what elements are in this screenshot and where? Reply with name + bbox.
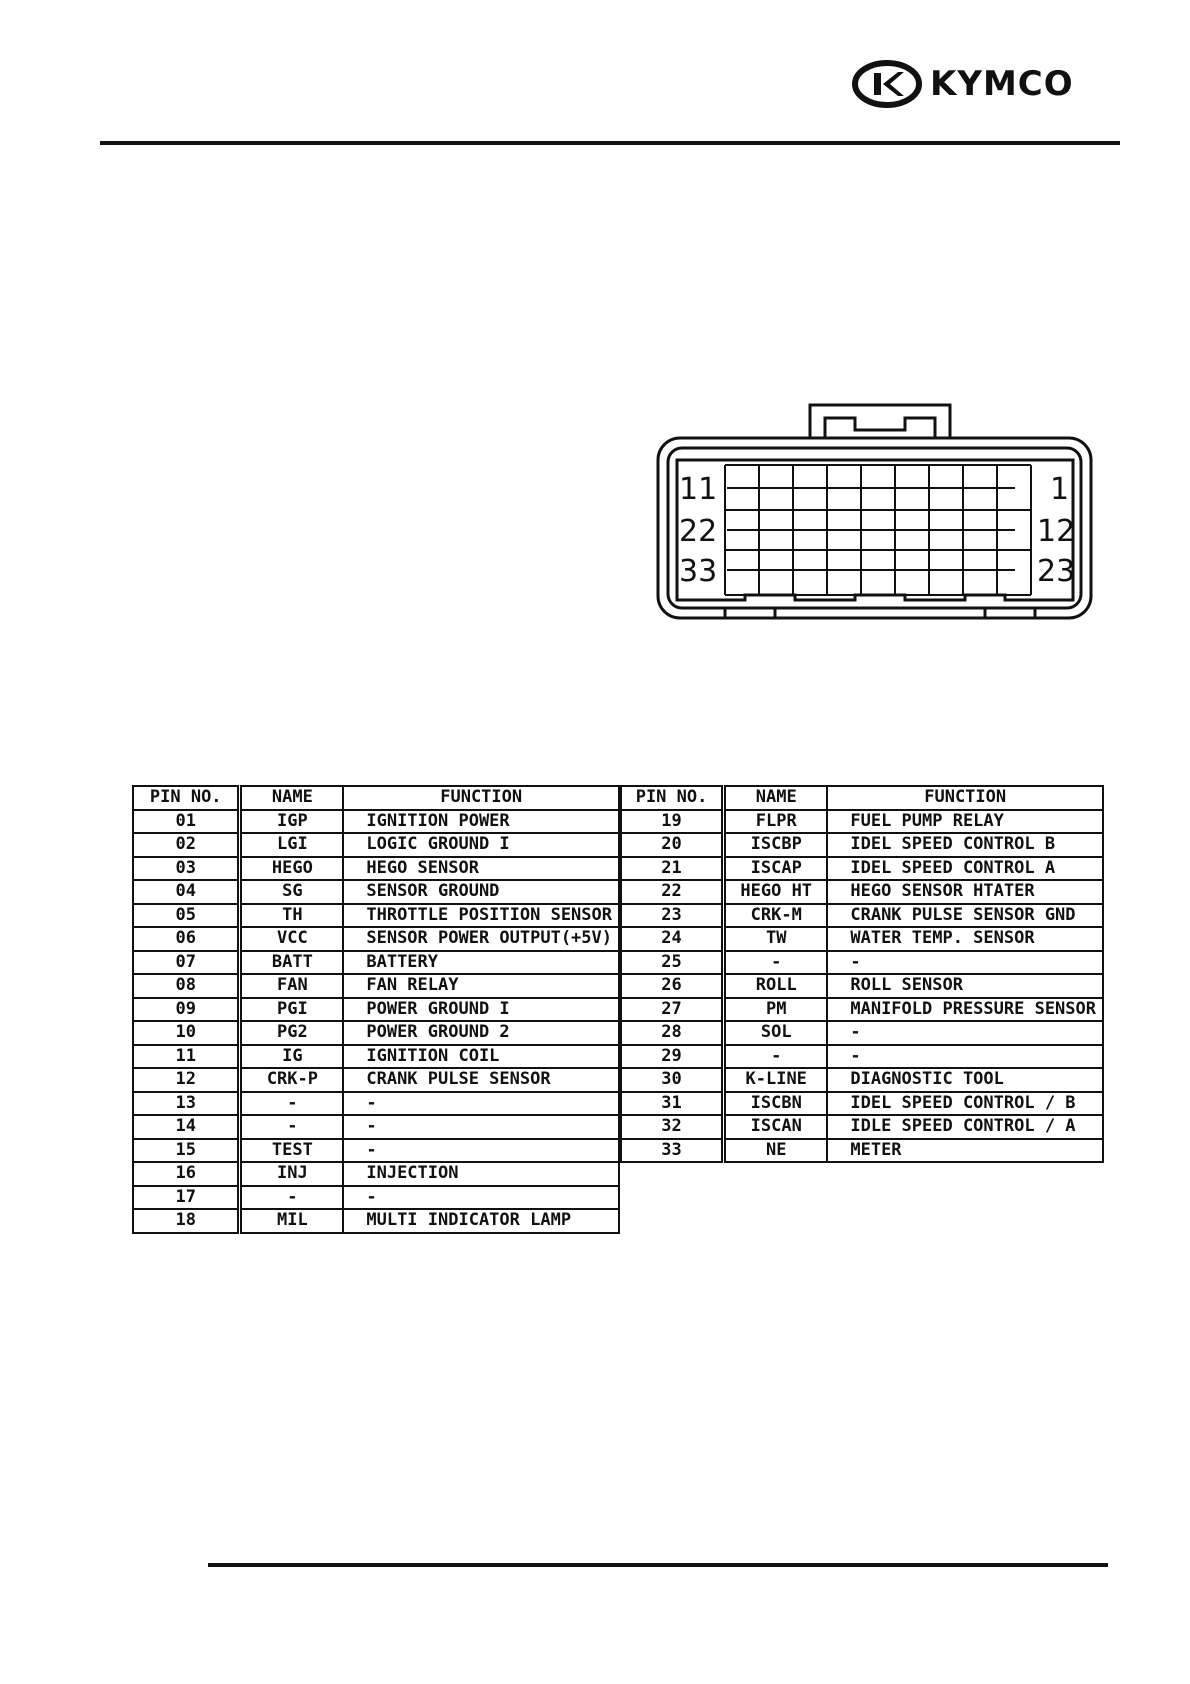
table-row (621, 833, 1103, 857)
function-cell: SENSOR POWER OUTPUT(+5V) (343, 927, 619, 951)
table-row (133, 1021, 619, 1045)
header-rule (100, 141, 1120, 145)
table-header-row (621, 786, 1103, 810)
header-pin-no: PIN NO. (621, 786, 724, 810)
table-row (133, 1139, 619, 1163)
name-cell: - (240, 1186, 343, 1210)
pin-cell: 12 (133, 1068, 240, 1092)
function-cell: IDEL SPEED CONTROL A (827, 857, 1103, 881)
function-cell: MANIFOLD PRESSURE SENSOR (827, 998, 1103, 1022)
function-cell: CRANK PULSE SENSOR (343, 1068, 619, 1092)
pin-cell: 15 (133, 1139, 240, 1163)
name-cell: - (724, 951, 828, 975)
name-cell: TEST (240, 1139, 343, 1163)
footer-rule (208, 1563, 1108, 1567)
name-cell: FAN (240, 974, 343, 998)
pin-cell: 22 (621, 880, 724, 904)
pin-cell: 10 (133, 1021, 240, 1045)
function-cell: IDLE SPEED CONTROL / A (827, 1115, 1103, 1139)
header-pin-no: PIN NO. (133, 786, 240, 810)
table-row (133, 1045, 619, 1069)
pin-cell: 14 (133, 1115, 240, 1139)
connector-label-23: 23 (1037, 554, 1076, 589)
table-row (133, 880, 619, 904)
table-row (133, 1186, 619, 1210)
function-cell: - (827, 1045, 1103, 1069)
table-row (621, 974, 1103, 998)
pin-cell: 20 (621, 833, 724, 857)
table-row (133, 904, 619, 928)
function-cell: DIAGNOSTIC TOOL (827, 1068, 1103, 1092)
function-cell: HEGO SENSOR (343, 857, 619, 881)
pin-cell: 19 (621, 810, 724, 834)
function-cell: CRANK PULSE SENSOR GND (827, 904, 1103, 928)
table-row (133, 833, 619, 857)
table-row (621, 904, 1103, 928)
brand-name: KYMCO (930, 64, 1074, 104)
table-row (133, 998, 619, 1022)
connector-label-22: 22 (679, 514, 718, 549)
function-cell: WATER TEMP. SENSOR (827, 927, 1103, 951)
table-row (621, 1139, 1103, 1163)
pin-table-left (132, 785, 620, 1234)
table-row (621, 927, 1103, 951)
pin-cell: 16 (133, 1162, 240, 1186)
function-cell: INJECTION (343, 1162, 619, 1186)
pin-cell: 01 (133, 810, 240, 834)
pin-cell: 18 (133, 1209, 240, 1233)
function-cell: IDEL SPEED CONTROL / B (827, 1092, 1103, 1116)
table-row (133, 1162, 619, 1186)
function-cell: - (343, 1186, 619, 1210)
function-cell: METER (827, 1139, 1103, 1163)
pin-cell: 32 (621, 1115, 724, 1139)
pin-cell: 23 (621, 904, 724, 928)
table-row (133, 810, 619, 834)
name-cell: ISCBP (724, 833, 828, 857)
name-cell: ISCAN (724, 1115, 828, 1139)
table-row (133, 927, 619, 951)
function-cell: MULTI INDICATOR LAMP (343, 1209, 619, 1233)
function-cell: THROTTLE POSITION SENSOR (343, 904, 619, 928)
name-cell: CRK-P (240, 1068, 343, 1092)
header-function: FUNCTION (827, 786, 1103, 810)
function-cell: LOGIC GROUND I (343, 833, 619, 857)
connector-label-12: 12 (1037, 514, 1076, 549)
connector-label-1: 1 (1050, 472, 1070, 507)
pin-cell: 25 (621, 951, 724, 975)
pin-cell: 26 (621, 974, 724, 998)
pin-cell: 03 (133, 857, 240, 881)
pin-table-right (620, 785, 1104, 1163)
name-cell: PG2 (240, 1021, 343, 1045)
table-row (133, 974, 619, 998)
name-cell: ISCBN (724, 1092, 828, 1116)
name-cell: ISCAP (724, 857, 828, 881)
header-name: NAME (724, 786, 828, 810)
pin-cell: 06 (133, 927, 240, 951)
function-cell: IDEL SPEED CONTROL B (827, 833, 1103, 857)
function-cell: HEGO SENSOR HTATER (827, 880, 1103, 904)
connector-label-33: 33 (679, 554, 718, 589)
brand-logo (852, 60, 1074, 108)
name-cell: IGP (240, 810, 343, 834)
function-cell: - (343, 1139, 619, 1163)
function-cell: IGNITION COIL (343, 1045, 619, 1069)
table-row (621, 1021, 1103, 1045)
name-cell: CRK-M (724, 904, 828, 928)
function-cell: - (827, 1021, 1103, 1045)
name-cell: SG (240, 880, 343, 904)
pin-cell: 04 (133, 880, 240, 904)
function-cell: ROLL SENSOR (827, 974, 1103, 998)
table-row (621, 1092, 1103, 1116)
name-cell: HEGO HT (724, 880, 828, 904)
header-name: NAME (240, 786, 343, 810)
name-cell: - (240, 1092, 343, 1116)
pin-cell: 05 (133, 904, 240, 928)
pin-cell: 13 (133, 1092, 240, 1116)
name-cell: TW (724, 927, 828, 951)
connector-label-11: 11 (679, 472, 718, 507)
name-cell: SOL (724, 1021, 828, 1045)
name-cell: VCC (240, 927, 343, 951)
name-cell: PM (724, 998, 828, 1022)
name-cell: NE (724, 1139, 828, 1163)
name-cell: K-LINE (724, 1068, 828, 1092)
name-cell: FLPR (724, 810, 828, 834)
name-cell: - (724, 1045, 828, 1069)
table-row (133, 1068, 619, 1092)
function-cell: - (343, 1115, 619, 1139)
function-cell: IGNITION POWER (343, 810, 619, 834)
connector-diagram (655, 400, 1095, 630)
name-cell: TH (240, 904, 343, 928)
table-row (621, 951, 1103, 975)
pin-cell: 27 (621, 998, 724, 1022)
function-cell: SENSOR GROUND (343, 880, 619, 904)
pin-cell: 08 (133, 974, 240, 998)
table-row (621, 998, 1103, 1022)
pin-cell: 09 (133, 998, 240, 1022)
table-row (621, 880, 1103, 904)
table-row (621, 1115, 1103, 1139)
function-cell: POWER GROUND 2 (343, 1021, 619, 1045)
name-cell: IG (240, 1045, 343, 1069)
name-cell: INJ (240, 1162, 343, 1186)
pin-cell: 31 (621, 1092, 724, 1116)
table-row (621, 1045, 1103, 1069)
name-cell: PGI (240, 998, 343, 1022)
table-row (621, 810, 1103, 834)
name-cell: HEGO (240, 857, 343, 881)
function-cell: BATTERY (343, 951, 619, 975)
function-cell: - (827, 951, 1103, 975)
name-cell: BATT (240, 951, 343, 975)
table-row (133, 951, 619, 975)
pin-cell: 07 (133, 951, 240, 975)
pin-cell: 33 (621, 1139, 724, 1163)
table-row (133, 1115, 619, 1139)
name-cell: MIL (240, 1209, 343, 1233)
name-cell: - (240, 1115, 343, 1139)
header-function: FUNCTION (343, 786, 619, 810)
table-row (133, 1092, 619, 1116)
name-cell: LGI (240, 833, 343, 857)
table-row (621, 857, 1103, 881)
function-cell: FAN RELAY (343, 974, 619, 998)
table-row (133, 857, 619, 881)
pin-cell: 11 (133, 1045, 240, 1069)
table-header-row (133, 786, 619, 810)
name-cell: ROLL (724, 974, 828, 998)
pin-cell: 02 (133, 833, 240, 857)
table-row (621, 1068, 1103, 1092)
function-cell: - (343, 1092, 619, 1116)
pin-cell: 24 (621, 927, 724, 951)
function-cell: FUEL PUMP RELAY (827, 810, 1103, 834)
function-cell: POWER GROUND I (343, 998, 619, 1022)
pin-cell: 21 (621, 857, 724, 881)
pin-cell: 30 (621, 1068, 724, 1092)
table-row (133, 1209, 619, 1233)
pin-cell: 29 (621, 1045, 724, 1069)
kymco-emblem-icon (852, 60, 922, 108)
pin-cell: 17 (133, 1186, 240, 1210)
pin-cell: 28 (621, 1021, 724, 1045)
